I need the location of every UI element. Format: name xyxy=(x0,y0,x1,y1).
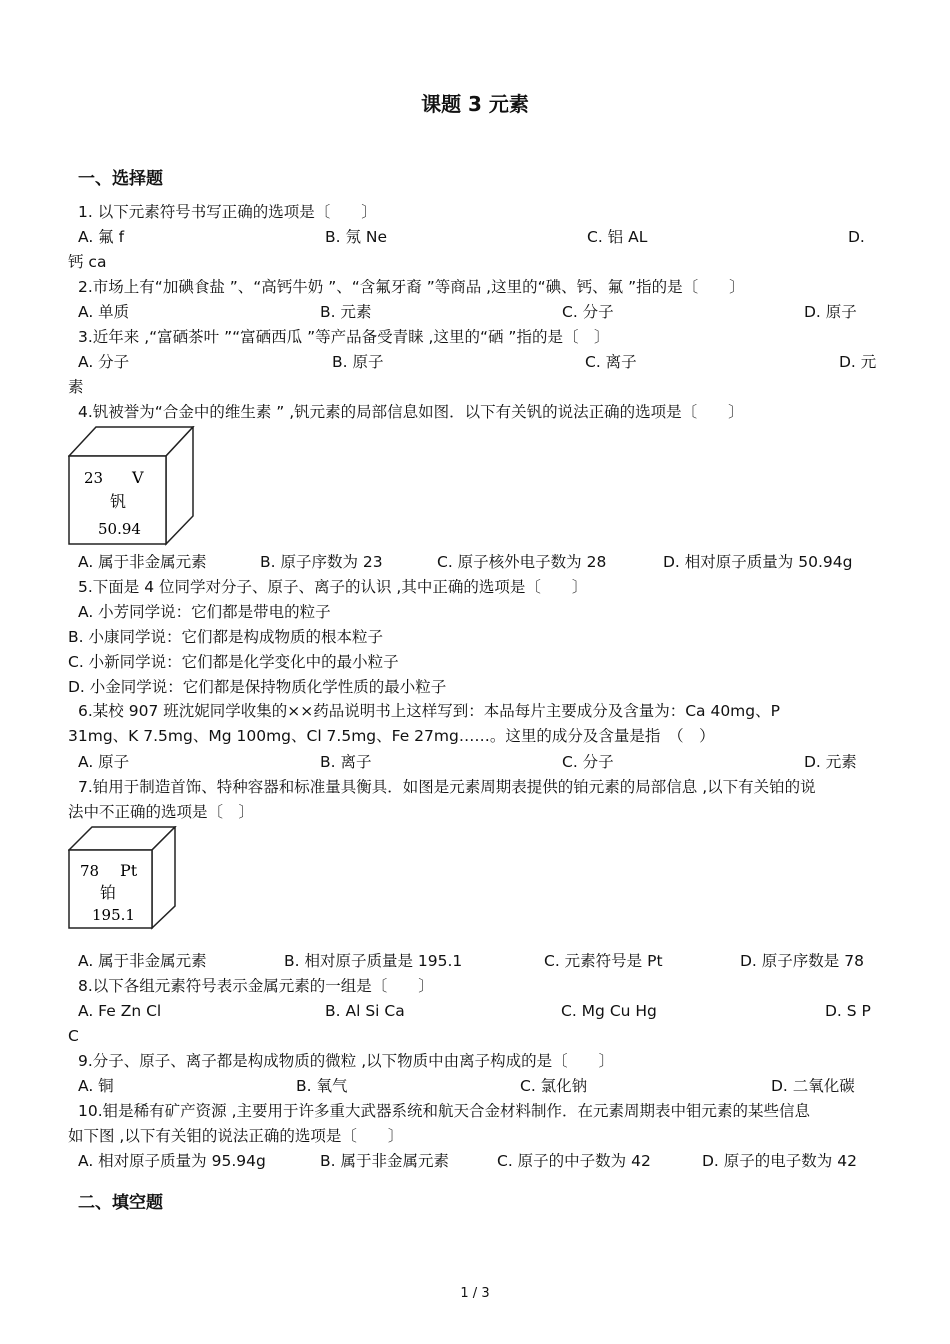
platinum-symbol: Pt xyxy=(120,861,138,880)
q7-option-d: D. 原子序数是 78 xyxy=(740,952,864,970)
q3-option-c: C. 离子 xyxy=(585,353,637,371)
platinum-element-card xyxy=(68,826,178,930)
q1-option-a: A. 氟 f xyxy=(78,228,125,246)
q6-stem-cont: 31mg、K 7.5mg、Mg 100mg、Cl 7.5mg、Fe 27mg……。这里的成分及含量是指 （ ） xyxy=(68,727,715,745)
vanadium-atomic-mass: 50.94 xyxy=(98,520,141,538)
q10-option-a: A. 相对原子质量为 95.94g xyxy=(78,1152,266,1170)
q7-stem-cont: 法中不正确的选项是〔 〕 xyxy=(68,803,255,821)
q2-stem: 2.市场上有“加碘食盐 ”、“高钙牛奶 ”、“含氟牙裔 ”等商品 ,这里的“碘、钙、氟 ”指的是〔 〕 xyxy=(78,278,745,296)
q3-option-d: D. 元 xyxy=(839,353,877,371)
q9-stem: 9.分子、原子、离子都是构成物质的微粒 ,以下物质中由离子构成的是〔 〕 xyxy=(78,1052,615,1070)
q1-option-b: B. 氖 Ne xyxy=(325,228,388,246)
q4-option-d: D. 相对原子质量为 50.94g xyxy=(663,553,853,571)
q7-option-c: C. 元素符号是 Pt xyxy=(544,952,663,970)
q6-option-c: C. 分子 xyxy=(562,753,614,771)
platinum-atomic-mass: 195.1 xyxy=(92,906,135,924)
q8-stem: 8.以下各组元素符号表示金属元素的一组是〔 〕 xyxy=(78,977,434,995)
q4-option-b: B. 原子序数为 23 xyxy=(260,553,383,571)
q8-option-c: C. Mg Cu Hg xyxy=(561,1002,657,1020)
q3-option-d-cont: 素 xyxy=(68,378,84,396)
q6-option-a: A. 原子 xyxy=(78,753,130,771)
platinum-name: 铂 xyxy=(100,883,117,902)
q9-option-d: D. 二氧化碳 xyxy=(771,1077,855,1095)
q10-stem: 10.钼是稀有矿产资源 ,主要用于许多重大武器系统和航天合金材料制作．在元素周期表中钼元素的某些信息 xyxy=(78,1102,811,1120)
q5-option-a: A. 小芳同学说：它们都是带电的粒子 xyxy=(78,603,331,621)
q8-option-a: A. Fe Zn Cl xyxy=(78,1002,162,1020)
q5-option-d: D. 小金同学说：它们都是保持物质化学性质的最小粒子 xyxy=(68,678,447,696)
q2-option-b: B. 元素 xyxy=(320,303,372,321)
q4-option-c: C. 原子核外电子数为 28 xyxy=(437,553,607,571)
page-number: 1 / 3 xyxy=(460,1286,490,1301)
section-fill-heading: 二、填空题 xyxy=(78,1193,163,1213)
platinum-atomic-number: 78 xyxy=(80,862,100,880)
page-title: 课题 3 元素 xyxy=(421,92,529,116)
q10-stem-cont: 如下图 ,以下有关钼的说法正确的选项是〔 〕 xyxy=(68,1127,404,1145)
q9-option-b: B. 氧气 xyxy=(296,1077,348,1095)
q9-option-c: C. 氯化钠 xyxy=(520,1077,588,1095)
q3-option-b: B. 原子 xyxy=(332,353,384,371)
q5-stem: 5.下面是 4 位同学对分子、原子、离子的认识 ,其中正确的选项是〔 〕 xyxy=(78,578,588,596)
q7-stem: 7.铂用于制造首饰、特种容器和标准量具衡具．如图是元素周期表提供的铂元素的局部信息 ,以下有关铂的说 xyxy=(78,778,816,796)
vanadium-element-card xyxy=(68,426,196,546)
q7-option-a: A. 属于非金属元素 xyxy=(78,952,207,970)
q6-stem: 6.某校 907 班沈妮同学收集的××药品说明书上这样写到：本品每片主要成分及含量为：Ca 40mg、P xyxy=(78,702,780,720)
section-choice-heading: 一、选择题 xyxy=(78,169,163,189)
q1-option-d: D. xyxy=(848,228,865,246)
q10-option-d: D. 原子的电子数为 42 xyxy=(702,1152,857,1170)
q5-option-c: C. 小新同学说：它们都是化学变化中的最小粒子 xyxy=(68,653,399,671)
q7-option-b: B. 相对原子质量是 195.1 xyxy=(284,952,463,970)
vanadium-name: 钒 xyxy=(110,492,127,511)
q3-stem: 3.近年来 ,“富硒茶叶 ”“富硒西瓜 ”等产品备受青睐 ,这里的“硒 ”指的是〔 〕 xyxy=(78,328,610,346)
q2-option-c: C. 分子 xyxy=(562,303,614,321)
q8-option-d: D. S P xyxy=(825,1002,871,1020)
q1-stem: 1. 以下元素符号书写正确的选项是〔 〕 xyxy=(78,203,377,221)
q2-option-a: A. 单质 xyxy=(78,303,130,321)
q9-option-a: A. 铜 xyxy=(78,1077,114,1095)
vanadium-atomic-number: 23 xyxy=(84,469,104,487)
q4-option-a: A. 属于非金属元素 xyxy=(78,553,207,571)
q10-option-b: B. 属于非金属元素 xyxy=(320,1152,449,1170)
q10-option-c: C. 原子的中子数为 42 xyxy=(497,1152,651,1170)
q3-option-a: A. 分子 xyxy=(78,353,130,371)
q5-option-b: B. 小康同学说：它们都是构成物质的根本粒子 xyxy=(68,628,383,646)
q1-option-d-cont: 钙 ca xyxy=(68,253,107,271)
q6-option-d: D. 元素 xyxy=(804,753,857,771)
vanadium-symbol: V xyxy=(132,468,144,487)
q2-option-d: D. 原子 xyxy=(804,303,857,321)
q8-option-b: B. Al Si Ca xyxy=(325,1002,405,1020)
q8-option-d-cont: C xyxy=(68,1027,79,1045)
q1-option-c: C. 铝 AL xyxy=(587,228,648,246)
q4-stem: 4.钒被誉为“合金中的维生素 ” ,钒元素的局部信息如图．以下有关钒的说法正确的选项是〔 〕 xyxy=(78,403,744,421)
q6-option-b: B. 离子 xyxy=(320,753,372,771)
